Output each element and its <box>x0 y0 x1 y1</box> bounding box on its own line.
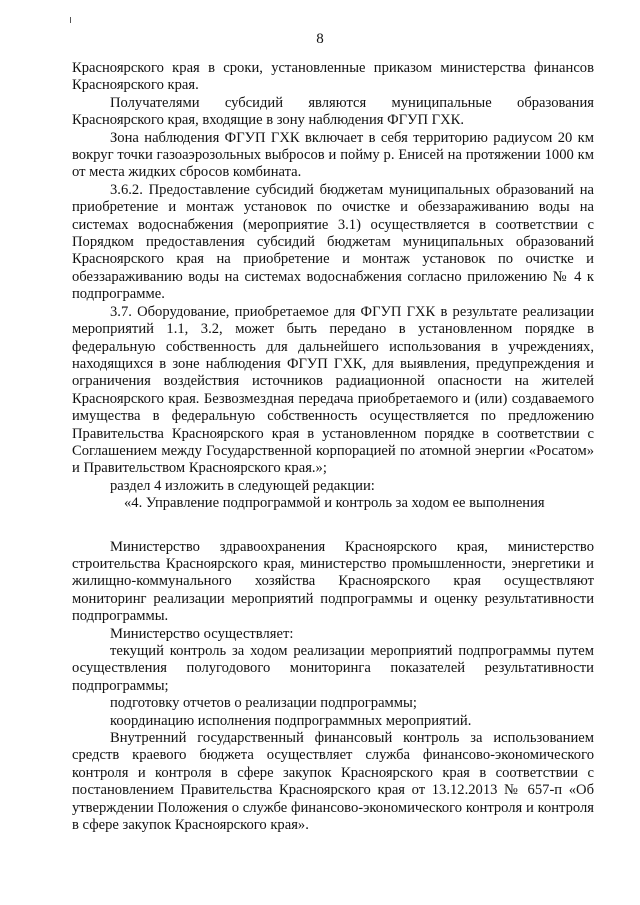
document-body <box>72 60 594 834</box>
paragraph-financial-control: Внутренний государственный финансовый контроль за использованием средств краевого бюджета осуществляет служба финансово-экономического контроля и контроля в сфере закупок Красноярского края в соответствии с постановлением Правительства Красноярского края от 13.12.2013 № 657-п «Об утверждении Положения о службе финансово-экономического контроля и контроля в сфере закупок Красноярского края». <box>72 730 594 834</box>
scan-mark <box>70 17 71 23</box>
paragraph-current-control: текущий контроль за ходом реализации мероприятий подпрограммы путем осуществления полугодового мониторинга показателей результативности подпрограммы; <box>72 643 594 694</box>
paragraph-3-7: 3.7. Оборудование, приобретаемое для ФГУП ГХК в результате реализации мероприятий 1.1, 3.2, может быть передано в установленном порядке в федеральную собственность для дальнейшего использования в учреждениях, находящихся в зоне наблюдения ФГУП ГХК, для выявления, предупреждения и ограничения воздействия источников радиационной опасности на жителей Красноярского края. Безвозмездная передача приобретаемого и (или) создаваемого имущества в федеральную собственность осуществляется по предложению Правительства Красноярского края в установленном порядке в соответствии с Соглашением между Государственной корпорацией по атомной энергии «Росатом» и Правительством Красноярского края.»; <box>72 303 594 477</box>
section-heading: «4. Управление подпрограммой и контроль за ходом ее выполнения <box>124 495 545 512</box>
paragraph-coordination: координацию исполнения подпрограммных мероприятий. <box>110 712 472 729</box>
paragraph-section-4-intro: раздел 4 изложить в следующей редакции: <box>110 477 375 494</box>
paragraph-3-6-2: 3.6.2. Предоставление субсидий бюджетам муниципальных образований на приобретение и монтаж установок по очистке и обеззараживанию воды на системах водоснабжения (мероприятие 3.1) осуществляется в соответствии с Порядком предоставления субсидий бюджетам муниципальных образований Красноярского края на приобретение и монтаж установок по очистке и обеззараживанию воды на системах водоснабжения согласно приложению № 4 к подпрограмме. <box>72 181 594 303</box>
paragraph-observation-zone: Зона наблюдения ФГУП ГХК включает в себя территорию радиусом 20 км вокруг точки газоаэрозольных выбросов и пойму р. Енисей на протяжении 1000 км от места жидких сбросов комбината. <box>72 129 594 181</box>
section-spacer <box>72 513 594 539</box>
paragraph-reports: подготовку отчетов о реализации подпрограммы; <box>110 695 417 712</box>
paragraph-ministry-performs: Министерство осуществляет: <box>110 625 294 642</box>
paragraph-subsidy-recipients: Получателями субсидий являются муниципальные образования Красноярского края, входящие в зону наблюдения ФГУП ГХК. <box>72 94 594 129</box>
page-number: 8 <box>316 31 324 47</box>
paragraph-ministries: Министерство здравоохранения Красноярского края, министерство строительства Красноярского края, министерство промышленности, энергетики и жилищно-коммунального хозяйства Красноярского края осуществляют мониторинг реализации мероприятий подпрограммы и оценку результативности подпрограммы. <box>72 538 594 625</box>
paragraph-continuation: Красноярского края в сроки, установленные приказом министерства финансов Красноярского края. <box>72 60 594 94</box>
